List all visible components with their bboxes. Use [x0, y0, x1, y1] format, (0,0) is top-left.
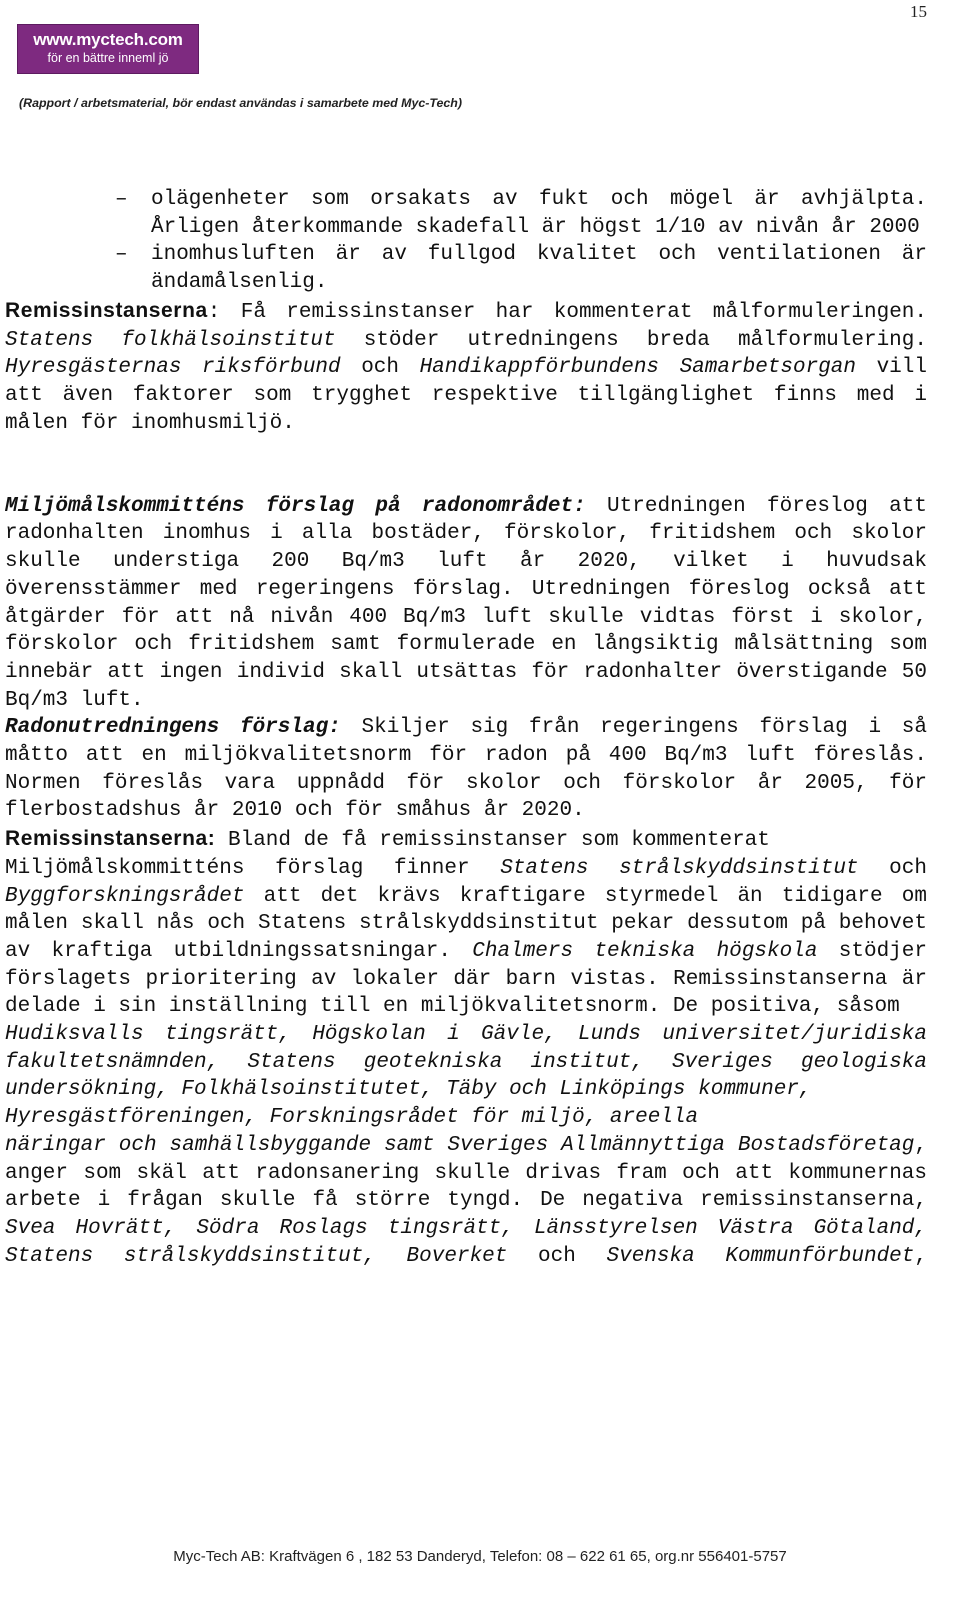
remiss-paragraph-2-end — [5, 1132, 927, 1271]
paragraph-text: : Få remissinstanser har kommenterat målformuleringen. — [207, 300, 927, 324]
paragraph-text: , anger som skäl att radonsanering skulle drivas fram och att kommunernas arbete i frågan skulle få större tyngd. De negativa remissinstanserna, — [5, 1133, 927, 1213]
paragraph-text: Miljömålskommitténs förslag finner — [5, 856, 501, 880]
paragraph-label: Remissinstanserna — [5, 298, 208, 322]
paragraph-spacer — [5, 437, 927, 492]
paragraph-text: Bland de få remissinstanser som kommenterat — [215, 829, 770, 853]
organization-name: Hudiksvalls tingsrätt, Högskolan i Gävle, Lunds universitet/juridiska fakultetsnämnden, Statens geotekniska institut, Sveriges geologiska undersökning, Folkhälsoinstitutet, Täby och Linköpings kommuner, — [5, 1023, 927, 1102]
organization-name: Handikappförbundens Samarbetsorgan — [419, 356, 857, 380]
organization-name: Statens strålskyddsinstitut — [500, 856, 859, 880]
paragraph-text: stöder utredningens breda målformulering. — [335, 328, 927, 352]
remiss-paragraph-2 — [5, 855, 927, 1021]
list-item — [5, 241, 927, 296]
paragraph-text: och — [507, 1244, 607, 1268]
myctech-logo — [17, 24, 199, 74]
remiss-paragraph-2-line1 — [5, 825, 927, 855]
organization-name: Statens folkhälsoinstitut — [5, 328, 336, 352]
organization-name: Hyresgästernas riksförbund — [5, 356, 341, 380]
paragraph-label: Remissinstanserna: — [5, 827, 216, 851]
paragraph-text: , — [914, 1244, 927, 1268]
paragraph-text: stödjer förslagets prioritering av lokaler där barn vistas. Remissinstanserna är delade i sin inställning till en miljökvalitetsnorm. De positiva, såsom — [5, 939, 927, 1019]
report-disclaimer: (Rapport / arbetsmaterial, bör endast användas i samarbete med Myc-Tech) — [19, 96, 462, 110]
organization-name: Byggforskningsrådet — [5, 884, 245, 908]
document-body — [5, 186, 927, 1270]
page-footer: Myc-Tech AB: Kraftvägen 6 , 182 53 Danderyd, Telefon: 08 – 622 61 65, org.nr 556401-5757 — [173, 1548, 787, 1565]
paragraph-label: Radonutredningens förslag: — [5, 716, 341, 740]
paragraph-text: och — [340, 356, 420, 380]
organization-name: Svea Hovrätt, Södra Roslags tingsrätt, Länsstyrelsen Västra Götaland, Statens strålskyddsinstitut, Boverket — [5, 1217, 927, 1268]
list-dash: – — [115, 243, 128, 267]
paragraph-text: vill att även faktorer som trygghet respektive tillgänglighet finns med i målen för inomhusmiljö. — [5, 356, 927, 435]
organization-name: Hyresgästföreningen, Forskningsrådet för miljö, areella — [5, 1106, 699, 1130]
miljomal-paragraph — [5, 493, 927, 715]
list-item-text: inomhusluften är av fullgod kvalitet och ventilationen är ändamålsenlig. — [151, 243, 927, 295]
organization-name: näringar och samhällsbyggande samt Sveriges Allmännyttiga Bostadsföretag — [5, 1133, 915, 1157]
organization-name: Chalmers tekniska högskola — [472, 939, 818, 963]
positive-remiss-list — [5, 1021, 927, 1104]
organization-name: Svenska Kommunförbundet — [606, 1244, 915, 1268]
list-item-text: olägenheter som orsakats av fukt och mögel är avhjälpta. Årligen återkommande skadefall är högst 1/10 av nivån år 2000 — [151, 188, 927, 239]
positive-remiss-list-cont — [5, 1104, 927, 1132]
paragraph-text: Utredningen föreslog att radonhalten inomhus i alla bostäder, förskolor, fritidshem och skolor skulle understiga 200 Bq/m3 luft år 2020, vilket i huvudsak överensstämmer med regeringens förslag. Utredningen föreslog också att åtgärder för att nå nivån 400 Bq/m3 luft skulle vidtas först i skolor, förskolor och fritidshem samt formulerade en långsiktig målsättning som innebär att ingen individ skall utsättas för radonhalter överstigande 50 Bq/m3 luft. — [5, 494, 927, 712]
logo-url-text: www.myctech.com — [33, 30, 183, 49]
page-number: 15 — [910, 2, 927, 21]
list-dash: – — [115, 188, 128, 211]
radonutredning-paragraph — [5, 714, 927, 825]
paragraph-text: och — [858, 856, 927, 880]
paragraph-text: Skiljer sig från regeringens förslag i så måtto att en miljökvalitetsnorm för radon på 400 Bq/m3 luft föreslås. Normen föreslås vara uppnådd för skolor och förskolor år 2005, för flerbostadshus år 2010 och för småhus år 2020. — [5, 716, 927, 823]
paragraph-text: att det krävs kraftigare styrmedel än tidigare om målen skall nås och Statens strålskyddsinstitut pekar dessutom på behovet av kraftiga utbildningssatsningar. — [5, 884, 927, 963]
logo-tagline: för en bättre inneml jö — [47, 51, 169, 65]
list-item — [5, 186, 927, 241]
remiss-paragraph-1 — [5, 297, 927, 438]
paragraph-label: Miljömålskommitténs förslag på radonområdet: — [5, 494, 586, 518]
